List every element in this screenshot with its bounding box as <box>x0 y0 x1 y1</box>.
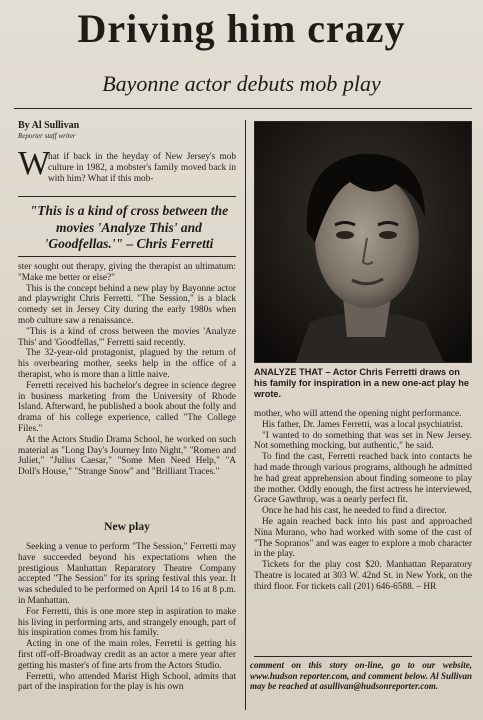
paragraph: The 32-year-old protagonist, plagued by the return of his overbearing mother, seeks help in the office of a therapist, who is more than a little naive. <box>18 348 236 380</box>
actor-portrait-image <box>255 122 472 363</box>
pull-quote-rule-top <box>18 196 236 197</box>
paragraph: At the Actors Studio Drama School, he worked on such material as "Long Day's Journey Into Night," "Romeo and Juliet," "Julius Caesar," "Some Men Need Help," "A Doll's House," "Strange Snow" and "Brilliant Traces." <box>18 434 236 478</box>
paragraph: "I wanted to do something that was set in New Jersey. Not something mocking, but authentic," he said. <box>254 430 472 452</box>
photo-caption: ANALYZE THAT – Actor Chris Ferretti draws on his family for inspiration in a new one-act play he wrote. <box>254 367 469 399</box>
header-rule <box>14 108 472 109</box>
paragraph: His father, Dr. James Ferretti, was a local psychiatrist. <box>262 419 464 430</box>
paragraph: Ferretti received his bachelor's degree in science degree in business marketing from the University of Rhode Island. Afterward, he published a book about the folly and drama of his college experience, called "The College Files." <box>18 380 236 434</box>
paragraph: Tickets for the play cost $20. Manhattan Reparatory Theatre is located at 303 W. 42nd St. in New York, on the third floor. For tickets call (201) 646-6588. – HR <box>254 560 472 592</box>
headline: Driving him crazy <box>77 6 406 51</box>
paragraph: For Ferretti, this is one more step in aspiration to make his living in performing arts, and strangely enough, part of his inspiration comes from his family. <box>18 606 236 639</box>
byline-role: Reporter staff writer <box>18 132 76 140</box>
comment-footer: comment on this story on-line, go to our website, www.hudson reporter.com, and comment below. Al Sullivan may be reached at asullivan@hudsonreporter.com. <box>250 660 472 691</box>
actor-photo <box>254 121 472 363</box>
intro-text <box>48 152 236 184</box>
paragraph: He again reached back into his past and approached Nina Murano, who had worked with some of the cast of "The Sopranos" and was eager to explore a mob character in the play. <box>254 516 472 560</box>
pull-quote-rule-bottom <box>18 256 236 257</box>
footer-rule <box>254 656 472 657</box>
left-column-text <box>18 262 236 518</box>
pull-quote: "This is a kind of cross between the movies 'Analyze This' and 'Goodfellas.'" – Chris Ferretti <box>29 203 229 251</box>
section-subhead: New play <box>104 521 150 533</box>
right-column-text <box>254 409 472 657</box>
paragraph: Once he had his cast, he needed to find a director. <box>262 506 447 517</box>
drop-cap: W <box>18 145 51 182</box>
paragraph: Acting in one of the main roles, Ferretti is getting his first off-off-Broadway credit as an actor a mere year after getting his master's of fine arts from the Actors Studio. <box>18 639 236 671</box>
left-column-text-2 <box>18 542 236 718</box>
paragraph: Seeking a venue to perform "The Session," Ferretti may have succeeded beyond his expectations when the prestigious Manhattan Reparatory Theatre Company accepted "The Session" for its spring festival this year. It was scheduled to be performed on April 14 to 16 at 8 p.m. in Manhattan. <box>18 542 236 606</box>
paragraph: ster sought out therapy, giving the therapist an ultimatum: "Make me better or else?" <box>18 262 236 283</box>
paragraph: mother, who will attend the opening night performance. <box>254 409 462 419</box>
paragraph: To find the cast, Ferretti reached back into contacts he had made through various programs, although he admitted he had great apprehension about finding someone to play the mother. Oddly enough, the first actress he interviewed, Grace Gawthrop, was a nearly perfect fit. <box>254 452 472 506</box>
deck-subtitle: Bayonne actor debuts mob play <box>102 71 381 96</box>
intro-paragraph: hat if back in the heyday of New Jersey's mob culture in 1982, a mobster's family moved back in with him? What if this mob- <box>48 152 236 184</box>
column-divider <box>245 120 246 710</box>
byline: By Al Sullivan <box>18 120 80 131</box>
paragraph: This is the concept behind a new play by Bayonne actor and playwright Chris Ferretti. "The Session," is a black comedy set in Jersey City during the early 1980s when mob culture saw a renaissance. <box>18 283 236 326</box>
paragraph: Ferretti, who attended Marist High School, admits that part of the inspiration for the play is his own <box>18 671 236 693</box>
paragraph: "This is a kind of cross between the movies 'Analyze This' and 'Goodfellas,'" Ferretti said recently. <box>18 326 236 348</box>
